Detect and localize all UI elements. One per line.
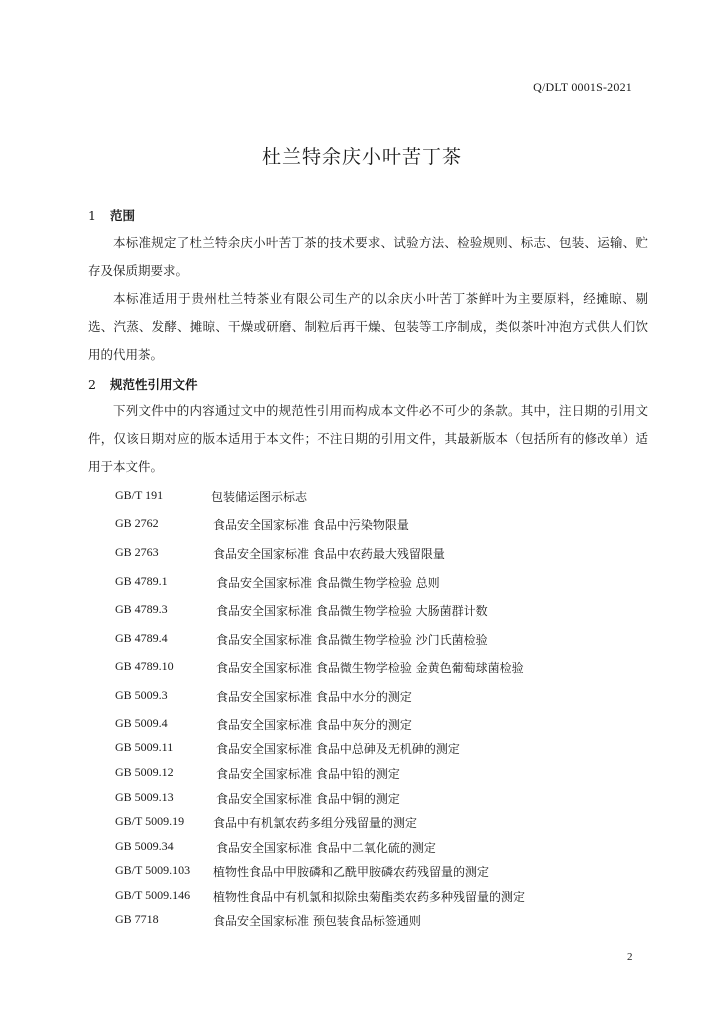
reference-code: GB 5009.3 (115, 688, 168, 702)
reference-title: 食品安全国家标准 食品微生物学检验 总则 (216, 576, 440, 590)
reference-code: GB 4789.4 (115, 631, 168, 645)
reference-code: GB/T 5009.103 (115, 863, 191, 877)
reference-title: 植物性食品中有机氯和拟除虫菊酯类农药多种残留量的测定 (213, 890, 526, 904)
reference-code: GB/T 5009.19 (115, 814, 185, 828)
reference-title: 食品安全国家标准 食品微生物学检验 大肠菌群计数 (216, 604, 488, 618)
section-title: 规范性引用文件 (110, 377, 198, 392)
section-heading-scope (88, 206, 135, 224)
paragraph: 本标准规定了杜兰特余庆小叶苦丁茶的技术要求、试验方法、检验规则、标志、包装、运输、贮存及保质期要求。 (88, 235, 648, 278)
reference-code: GB 7718 (115, 912, 159, 926)
reference-code: GB 5009.11 (115, 740, 174, 754)
paragraph: 本标准适用于贵州杜兰特茶业有限公司生产的以余庆小叶苦丁茶鲜叶为主要原料，经摊晾、剔选、汽蒸、发酵、摊晾、干燥或研磨、制粒后再干燥、包装等工序制成，类似茶叶冲泡方式供人们饮用的代用茶。 (88, 291, 648, 362)
reference-title: 食品安全国家标准 食品中二氧化硫的测定 (216, 841, 436, 855)
reference-code: GB 2763 (115, 545, 159, 559)
section-title: 范围 (110, 208, 136, 223)
section-heading-normative-references (88, 375, 198, 393)
reference-code: GB 4789.1 (115, 574, 168, 588)
reference-code: GB 4789.3 (115, 602, 168, 616)
document-code: Q/DLT 0001S-2021 (533, 80, 632, 94)
reference-title: 食品中有机氯农药多组分残留量的测定 (213, 816, 418, 830)
document-title: 杜兰特余庆小叶苦丁茶 (261, 146, 462, 168)
reference-code: GB 2762 (115, 516, 159, 530)
reference-title: 食品安全国家标准 食品中农药最大残留限量 (213, 547, 445, 561)
reference-code: GB 4789.10 (115, 659, 174, 673)
reference-title: 食品安全国家标准 食品微生物学检验 金黄色葡萄球菌检验 (216, 661, 524, 675)
section-number: 2 (88, 377, 96, 392)
reference-title: 包装储运图示标志 (211, 490, 308, 504)
reference-title: 植物性食品中甲胺磷和乙酰甲胺磷农药残留量的测定 (213, 865, 490, 879)
page-number: 2 (627, 951, 633, 963)
reference-code: GB/T 5009.146 (115, 888, 191, 902)
reference-title: 食品安全国家标准 食品中污染物限量 (213, 518, 409, 532)
reference-title: 食品安全国家标准 食品中铅的测定 (216, 767, 400, 781)
reference-title: 食品安全国家标准 食品中铜的测定 (216, 792, 400, 806)
reference-code: GB 5009.13 (115, 790, 174, 804)
reference-title: 食品安全国家标准 食品微生物学检验 沙门氏菌检验 (216, 633, 488, 647)
reference-code: GB 5009.34 (115, 839, 174, 853)
reference-code: GB 5009.4 (115, 716, 168, 730)
reference-title: 食品安全国家标准 食品中灰分的测定 (216, 718, 412, 732)
reference-code: GB 5009.12 (115, 765, 174, 779)
reference-code: GB/T 191 (115, 488, 164, 502)
section-number: 1 (88, 208, 96, 223)
reference-title: 食品安全国家标准 食品中总砷及无机砷的测定 (216, 742, 460, 756)
reference-title: 食品安全国家标准 食品中水分的测定 (216, 690, 412, 704)
paragraph: 下列文件中的内容通过文中的规范性引用而构成本文件必不可少的条款。其中，注日期的引用文件，仅该日期对应的版本适用于本文件；不注日期的引用文件，其最新版本（包括所有的修改单）适用于本文件。 (88, 403, 648, 474)
reference-title: 食品安全国家标准 预包装食品标签通则 (213, 914, 421, 928)
